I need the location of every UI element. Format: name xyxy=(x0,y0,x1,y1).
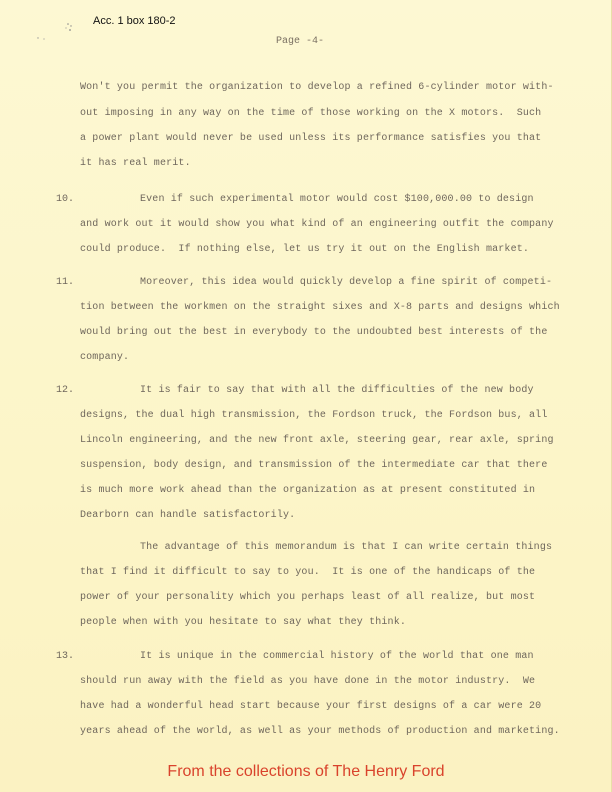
text-line: It is fair to say that with all the difficulties of the new body xyxy=(140,385,534,396)
collection-footer: From the collections of The Henry Ford xyxy=(167,763,445,780)
paragraph-number: 11. xyxy=(56,277,75,288)
text-line: Moreover, this idea would quickly develop a fine spirit of competi- xyxy=(140,277,553,288)
text-line: It is unique in the commercial history of the world that one man xyxy=(140,651,534,662)
text-line: and work out it would show you what kind of an engineering outfit the company xyxy=(80,219,554,230)
text-line: Lincoln engineering, and the new front axle, steering gear, rear axle, spring xyxy=(80,435,554,446)
archive-label: Acc. 1 box 180-2 xyxy=(93,15,176,27)
page-number: Page -4- xyxy=(276,36,325,47)
text-line: company. xyxy=(80,352,130,363)
text-line: should run away with the field as you have done in the motor industry. We xyxy=(80,676,536,687)
text-line: people when with you hesitate to say what they think. xyxy=(80,617,407,628)
text-line: that I find it difficult to say to you. It is one of the handicaps of the xyxy=(80,567,536,578)
text-line: The advantage of this memorandum is that I can write certain things xyxy=(140,542,553,553)
text-line: have had a wonderful head start because your first designs of a car were 20 xyxy=(80,701,542,712)
text-line: years ahead of the world, as well as your methods of production and marketing. xyxy=(80,726,560,737)
text-line: Dearborn can handle satisfactorily. xyxy=(80,510,296,521)
paragraph-number: 13. xyxy=(56,651,75,662)
paragraph-number: 12. xyxy=(56,385,75,396)
text-line: Even if such experimental motor would cost $100,000.00 to design xyxy=(140,194,534,205)
text-line: suspension, body design, and transmission of the intermediate car that there xyxy=(80,460,548,471)
paragraph-number: 10. xyxy=(56,194,75,205)
text-line: power of your personality which you perhaps least of all realize, but most xyxy=(80,592,536,603)
text-line: is much more work ahead than the organization as at present constituted in xyxy=(80,485,536,496)
text-line: out imposing in any way on the time of those working on the X motors. Such xyxy=(80,108,542,119)
text-line: it has real merit. xyxy=(80,158,191,169)
paper-specks xyxy=(36,20,76,42)
text-line: could produce. If nothing else, let us try it out on the English market. xyxy=(80,244,530,255)
text-line: tion between the workmen on the straight sixes and X-8 parts and designs which xyxy=(80,302,560,313)
text-line: Won't you permit the organization to develop a refined 6-cylinder motor with- xyxy=(80,82,554,93)
text-line: designs, the dual high transmission, the Fordson truck, the Fordson bus, all xyxy=(80,410,548,421)
text-line: a power plant would never be used unless its performance satisfies you that xyxy=(80,133,542,144)
text-line: would bring out the best in everybody to the undoubted best interests of the xyxy=(80,327,548,338)
